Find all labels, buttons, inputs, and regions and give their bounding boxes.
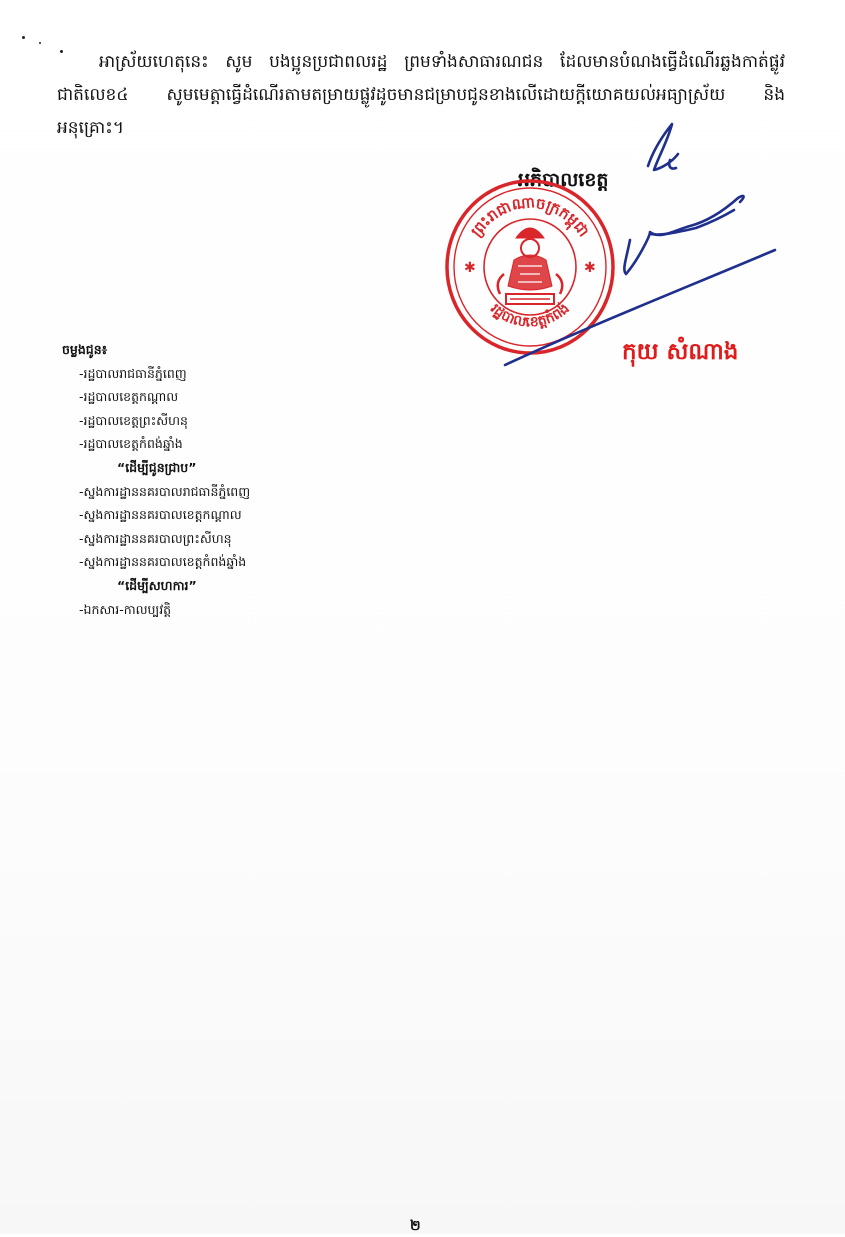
recipient-item: -រដ្ឋបាលរាជធានីភ្នំពេញ [79,365,187,381]
signer-name: កុយ សំណាង [622,339,739,365]
svg-text:✱: ✱ [464,260,476,276]
page-number: ២ [410,1218,421,1234]
svg-text:✱: ✱ [584,260,596,276]
recipient-item: -ស្នងការដ្ឋាននគរបាលខេត្តកណ្តាល [79,507,242,523]
recipients-heading: ចម្លងជូន៖ [62,342,108,357]
recipients-list [62,338,422,621]
seal-top-text: ព្រះរាជាណាចក្រកម្ពុជា [467,193,593,241]
recipient-item: -ស្នងការដ្ឋាននគរបាលខេត្តកំពង់ឆ្នាំង [79,554,247,570]
recipient-item: -ស្នងការដ្ឋាននគរបាលព្រះសីហនុ [79,530,232,546]
recipient-item: -រដ្ឋបាលខេត្តកំពង់ឆ្នាំង [79,436,183,452]
recipient-item: -រដ្ឋបាលខេត្តព្រះសីហនុ [79,412,188,428]
seal-bottom-text: រដ្ឋបាលខេត្តកំពង់ [487,300,573,331]
recipient-item: -រដ្ឋបាលខេត្តកណ្តាល [79,389,179,405]
signatory-title: អភិបាលខេត្ត [518,169,609,191]
body-paragraph: អាស្រ័យហេតុនេះ សូម បងប្អូនប្រជាពលរដ្ឋ ព្រមទាំងសាធារណជន ដែលមានបំណងធ្វើដំណើរឆ្លងកាត់ផ្លូវជាតិលេខ៤ សូមមេត្តាធ្វើដំណើរតាមតម្រាយផ្លូវដូចមានជម្រាបជូនខាងលើដោយក្តីយោគយល់អធ្យាស្រ័យ និងអនុគ្រោះ។ [57,52,785,138]
recipients-note: “ដើម្បីសហការ” [117,577,197,593]
recipient-item: -ឯកសារ-កាលប្បវត្តិ [79,601,172,617]
handwritten-signature [500,110,790,370]
recipients-note: “ដើម្បីជូនជ្រាប” [117,459,197,475]
recipient-item: -ស្នងការដ្ឋាននគរបាលរាជធានីភ្នំពេញ [79,483,251,499]
